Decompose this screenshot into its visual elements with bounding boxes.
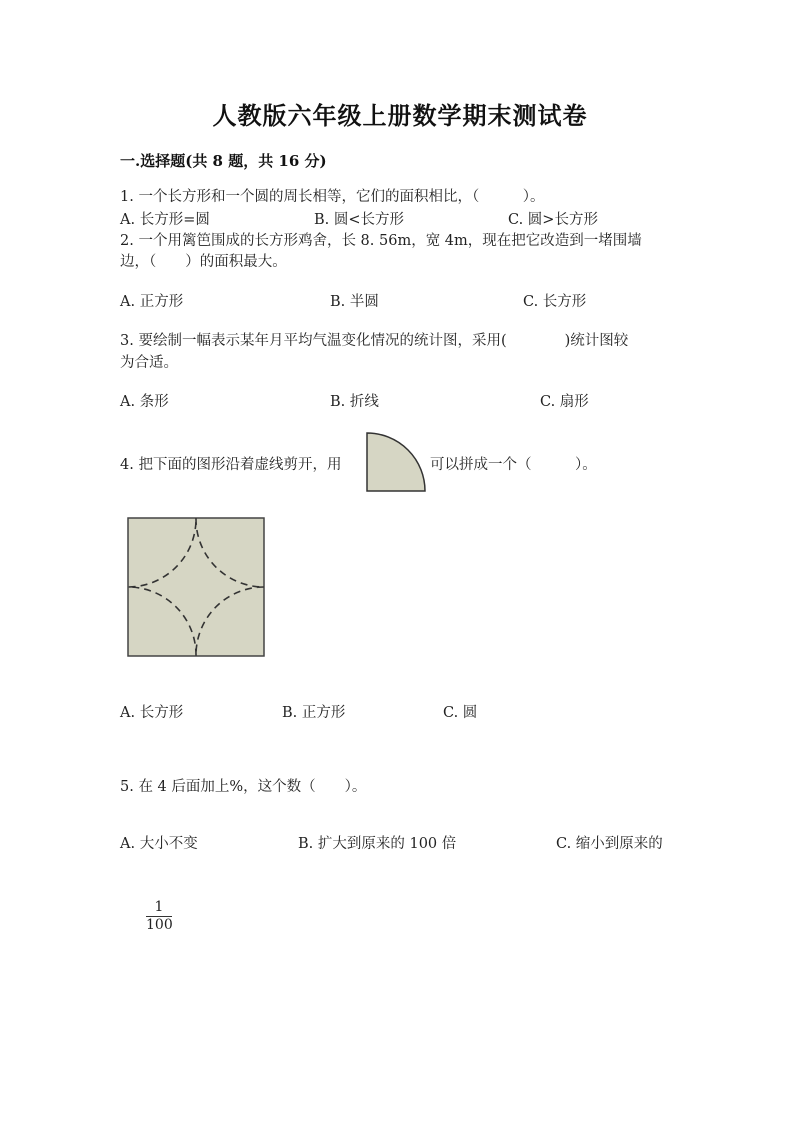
question-2-stem-line1: 2. 一个用篱笆围成的长方形鸡舍，长 8. 56m，宽 4m，现在把它改造到一堵围墙 bbox=[120, 233, 642, 249]
question-4-stem-before: 4. 把下面的图形沿着虚线剪开，用 bbox=[120, 457, 342, 473]
question-4-option-c: C. 圆 bbox=[443, 705, 478, 721]
quarter-circle-icon bbox=[364, 431, 428, 493]
question-5-option-b: B. 扩大到原来的 100 倍 bbox=[298, 836, 457, 852]
question-5-option-c: C. 缩小到原来的 bbox=[556, 836, 663, 852]
question-1-option-a: A. 长方形=圆 bbox=[120, 212, 210, 228]
fraction-numerator: 1 bbox=[154, 899, 164, 915]
question-1-stem: 1. 一个长方形和一个圆的周长相等，它们的面积相比，（ ）。 bbox=[120, 189, 545, 205]
section-heading: 一.选择题(共 8 题，共 16 分) bbox=[120, 152, 327, 170]
question-3-stem-line2: 为合适。 bbox=[120, 355, 178, 371]
question-3-stem-line1: 3. 要绘制一幅表示某年月平均气温变化情况的统计图，采用( )统计图较 bbox=[120, 333, 629, 349]
square-dashed-arcs-icon bbox=[126, 516, 268, 658]
question-3-option-a: A. 条形 bbox=[120, 394, 169, 410]
question-1-option-b: B. 圆<长方形 bbox=[314, 212, 405, 228]
question-3-option-c: C. 扇形 bbox=[540, 394, 589, 410]
fraction-denominator: 100 bbox=[146, 917, 173, 933]
question-3-option-b: B. 折线 bbox=[330, 394, 379, 410]
question-4-stem-after: 可以拼成一个（ ）。 bbox=[430, 457, 597, 473]
question-2-option-a: A. 正方形 bbox=[120, 294, 184, 310]
question-5-stem: 5. 在 4 后面加上%，这个数（ ）。 bbox=[120, 779, 367, 795]
question-2-option-b: B. 半圆 bbox=[330, 294, 379, 310]
question-4-option-b: B. 正方形 bbox=[282, 705, 346, 721]
question-1-option-c: C. 圆>长方形 bbox=[508, 212, 598, 228]
page-title: 人教版六年级上册数学期末测试卷 bbox=[212, 101, 588, 130]
question-2-option-c: C. 长方形 bbox=[523, 294, 587, 310]
question-5-option-a: A. 大小不变 bbox=[120, 836, 198, 852]
question-2-stem-line2: 边，（ ）的面积最大。 bbox=[120, 254, 287, 270]
fraction-one-hundredth bbox=[146, 900, 172, 933]
question-4-option-a: A. 长方形 bbox=[120, 705, 184, 721]
